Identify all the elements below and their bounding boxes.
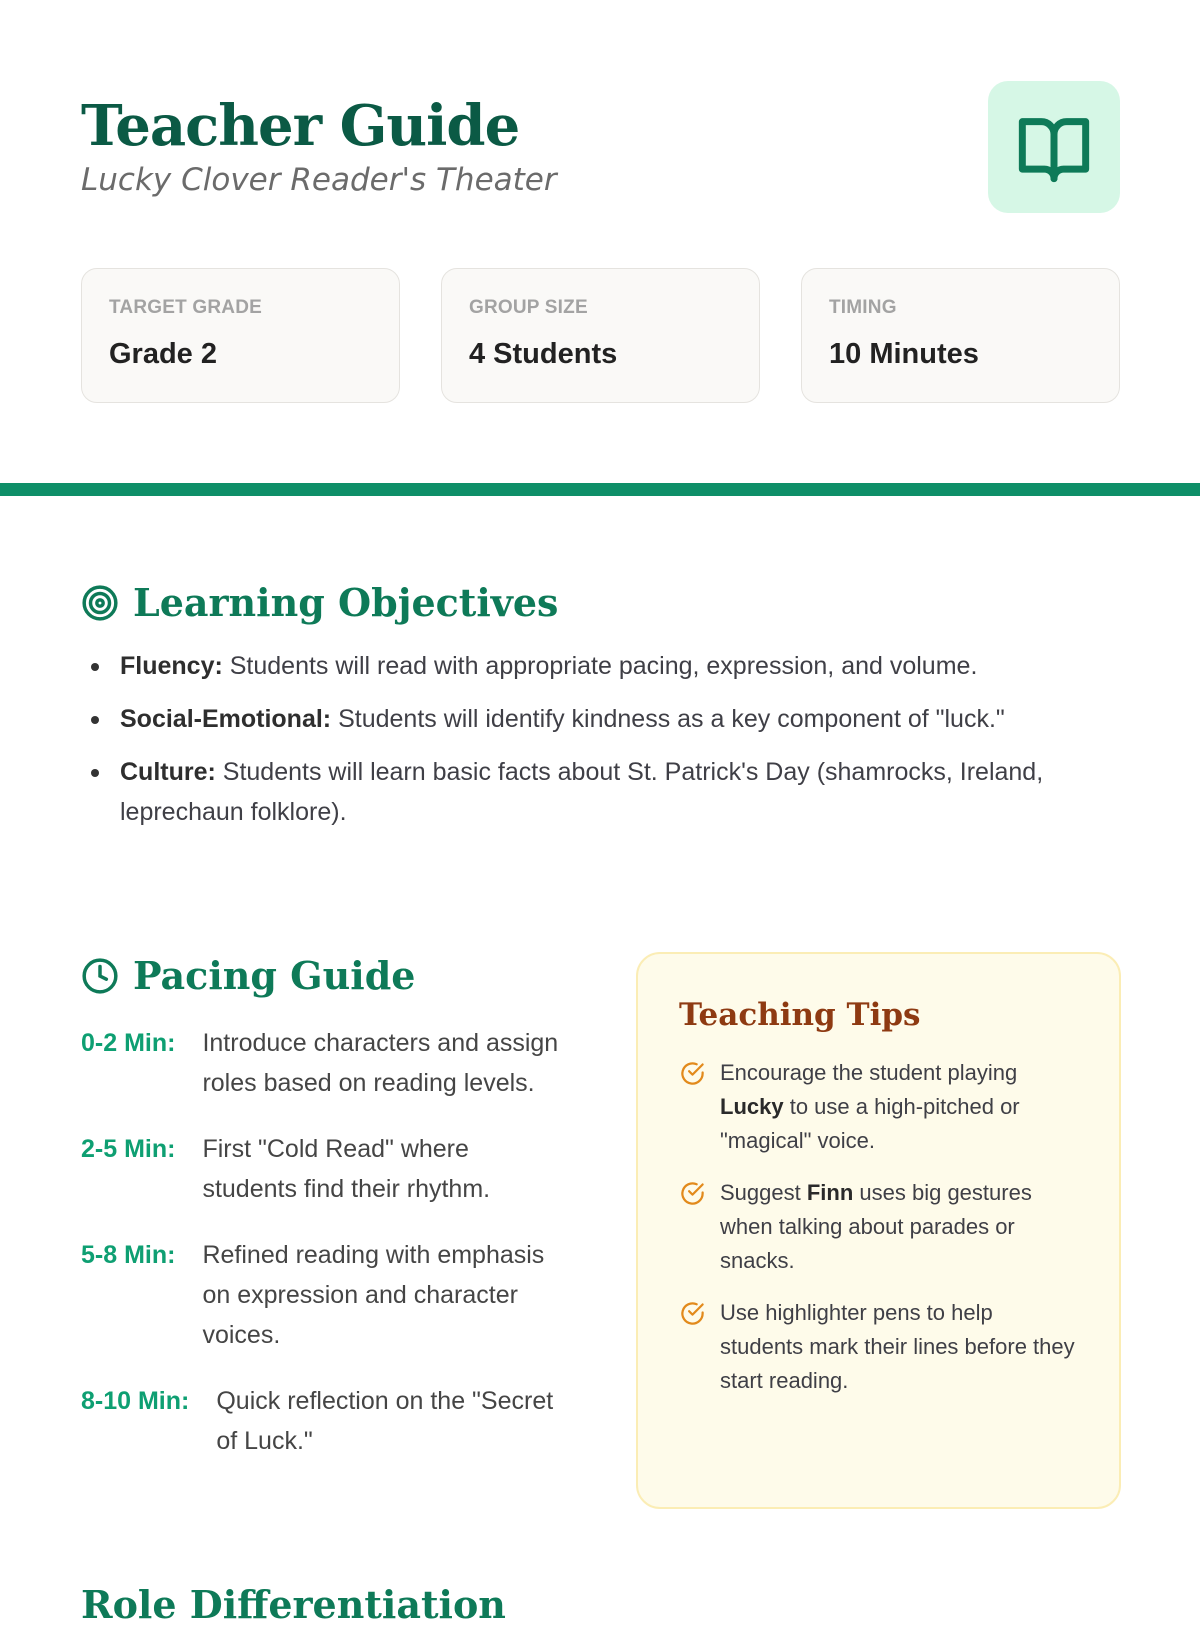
- stat-value: Grade 2: [109, 338, 217, 370]
- objective-text: Students will read with appropriate pacing, expression, and volume.: [222, 652, 978, 680]
- tips-list: [679, 1056, 1079, 1398]
- pacing-list: [81, 1023, 561, 1461]
- check-circle-icon: [679, 1060, 706, 1087]
- tip-item: [679, 1176, 1079, 1278]
- stat-label: TIMING: [829, 297, 897, 318]
- section-heading-text: Pacing Guide: [133, 953, 416, 998]
- target-icon: [81, 584, 119, 622]
- tip-text: [720, 1296, 1079, 1398]
- page-subtitle: Lucky Clover Reader's Theater: [81, 162, 557, 198]
- learning-objectives-section: [81, 580, 1120, 845]
- stat-value: 10 Minutes: [829, 338, 979, 370]
- pacing-description: Introduce characters and assign roles based on reading levels.: [202, 1029, 559, 1097]
- section-heading: [81, 580, 1120, 626]
- stat-label: GROUP SIZE: [469, 297, 588, 318]
- pacing-description: Quick reflection on the "Secret of Luck.": [216, 1387, 554, 1455]
- check-circle-icon: [679, 1300, 706, 1327]
- tip-text-part: Encourage the student playing: [720, 1060, 1018, 1085]
- book-badge: [988, 81, 1120, 213]
- list-item: [81, 752, 1120, 832]
- pacing-time: 5-8 Min:: [81, 1241, 176, 1269]
- list-item: [81, 646, 1120, 686]
- objective-text: Students will learn basic facts about St. Patrick's Day (shamrocks, Ireland, leprechaun folklore).: [120, 758, 1044, 826]
- tip-text: [720, 1056, 1079, 1158]
- pacing-row: [81, 1023, 561, 1103]
- clock-icon: [81, 957, 119, 995]
- pacing-description: First "Cold Read" where students find their rhythm.: [202, 1135, 491, 1203]
- objective-text: Students will identify kindness as a key component of "luck.": [331, 705, 1005, 733]
- pacing-guide-section: [81, 953, 561, 1487]
- open-book-icon: [1016, 112, 1092, 182]
- pacing-time: 2-5 Min:: [81, 1135, 176, 1163]
- tips-heading: Teaching Tips: [679, 997, 921, 1033]
- section-divider: [0, 483, 1200, 496]
- check-circle-icon: [679, 1180, 706, 1207]
- tip-text-part: Use highlighter pens to help students mark their lines before they start reading.: [720, 1300, 1075, 1393]
- pacing-row: [81, 1129, 561, 1209]
- tip-item: [679, 1056, 1079, 1158]
- pacing-row: [81, 1381, 561, 1461]
- pacing-row: [81, 1235, 561, 1355]
- tip-text-part: uses big gestures when talking about parades or snacks.: [720, 1180, 1032, 1273]
- stat-label: TARGET GRADE: [109, 297, 262, 318]
- tip-text-part: Suggest: [720, 1180, 807, 1205]
- stat-value: 4 Students: [469, 338, 618, 370]
- page-title: Teacher Guide: [81, 93, 520, 159]
- tip-text-part: to use a high-pitched or "magical" voice.: [720, 1094, 1020, 1153]
- section-heading-text: Learning Objectives: [133, 580, 559, 625]
- stats-row: [81, 268, 1120, 403]
- tip-character-name: Lucky: [720, 1094, 784, 1119]
- teaching-tips-card: [636, 952, 1121, 1509]
- objective-label: Culture:: [120, 758, 216, 786]
- tip-character-name: Finn: [806, 1180, 854, 1205]
- role-differentiation-heading: Role Differentiation: [81, 1582, 506, 1627]
- objective-label: Social-Emotional:: [120, 705, 332, 733]
- pacing-time: 0-2 Min:: [81, 1029, 176, 1057]
- stat-card-grade: [81, 268, 400, 403]
- tip-item: [679, 1296, 1079, 1398]
- stat-card-timing: [801, 268, 1120, 403]
- page-header: [81, 92, 1120, 200]
- pacing-time: 8-10 Min:: [81, 1387, 190, 1415]
- objectives-list: [81, 646, 1120, 832]
- section-heading: [81, 953, 561, 999]
- stat-card-group-size: [441, 268, 760, 403]
- list-item: [81, 699, 1120, 739]
- objective-label: Fluency:: [120, 652, 223, 680]
- tip-text: [720, 1176, 1079, 1278]
- pacing-description: Refined reading with emphasis on expression and character voices.: [202, 1241, 545, 1349]
